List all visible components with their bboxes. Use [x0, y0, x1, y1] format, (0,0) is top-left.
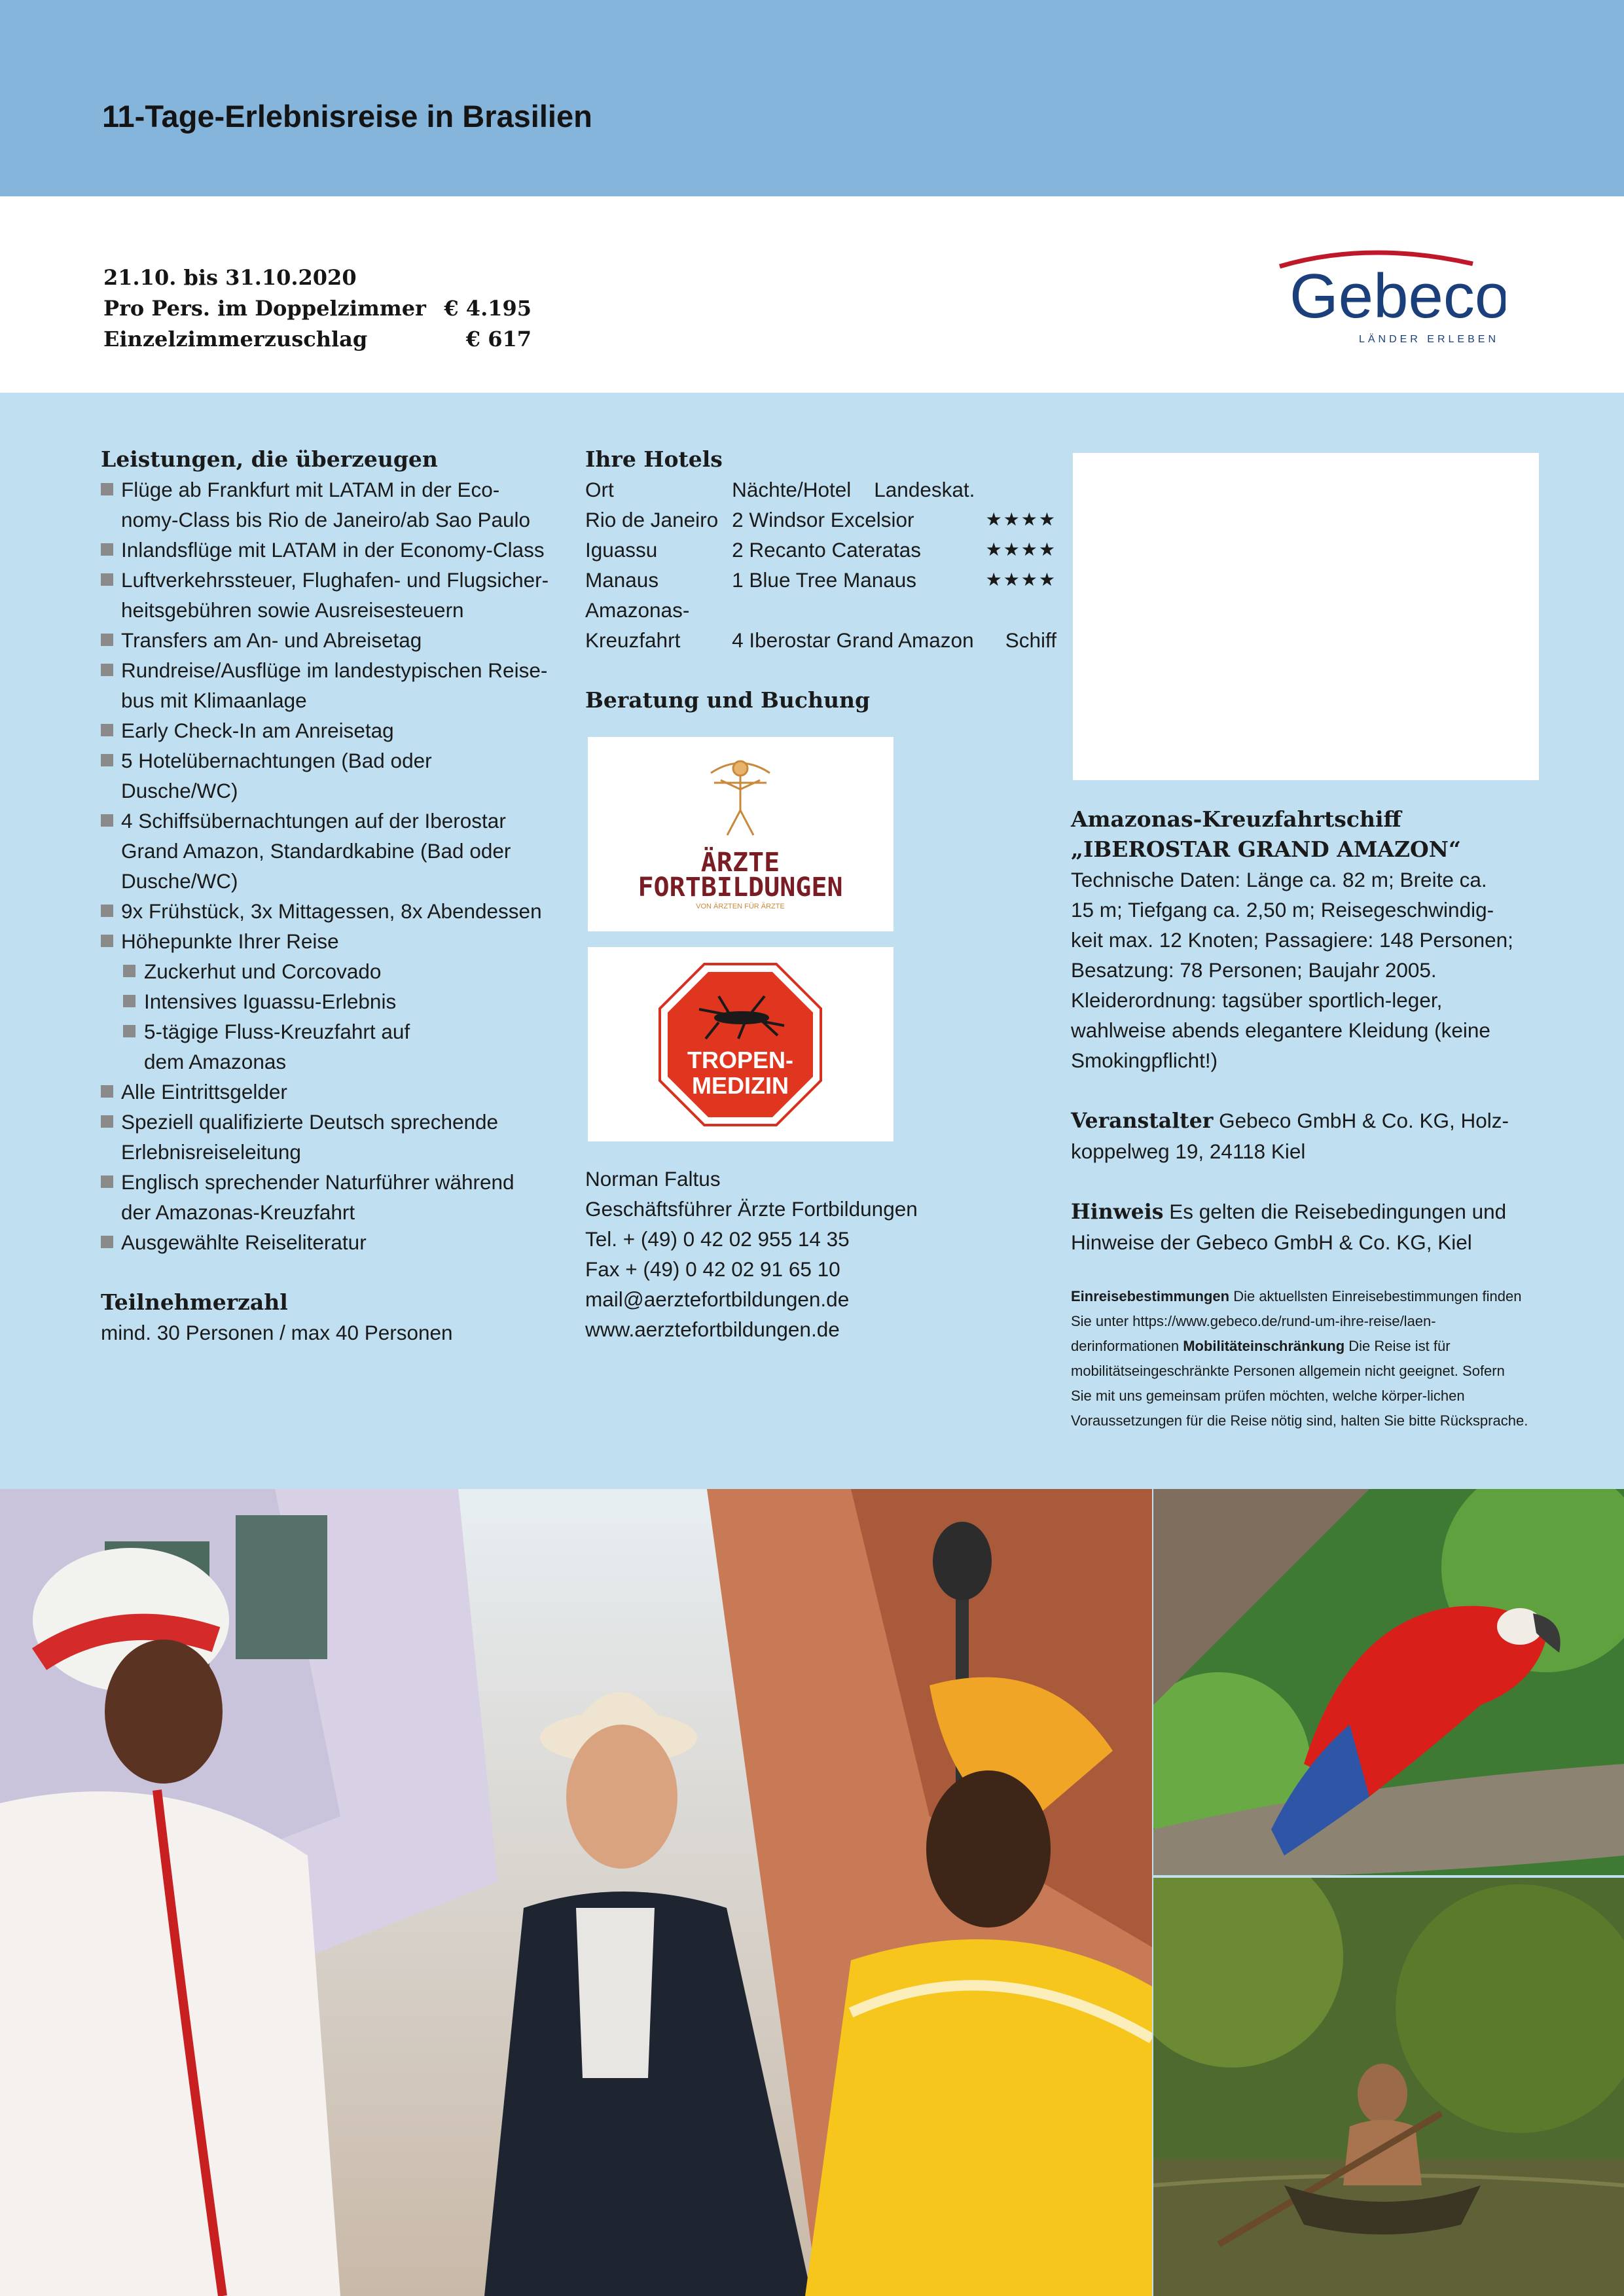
logo2-line2: MEDIZIN	[692, 1072, 789, 1099]
organizer-label: Veranstalter	[1071, 1109, 1214, 1133]
col-nights: Nächte/Hotel	[732, 478, 852, 501]
logo1-line1: ÄRZTE	[700, 848, 780, 878]
service-item: Alle Eintrittsgelder	[101, 1077, 559, 1107]
services-heading: Leistungen, die überzeugen	[101, 446, 438, 472]
single-supplement-price: € 617	[465, 327, 532, 351]
hotel-name: 2 Recanto Cateratas	[732, 538, 922, 562]
hotel-name: 2 Windsor Excelsior	[732, 508, 914, 531]
col-category: Landeskat.	[874, 478, 975, 501]
participants-text: mind. 30 Personen / max 40 Personen	[101, 1321, 453, 1344]
note-text: Es gelten die Reisebedingungen und Hinweise der Gebeco GmbH & Co. KG, Kiel	[1071, 1200, 1507, 1254]
contact-role: Geschäftsführer Ärzte Fortbildungen	[585, 1197, 918, 1221]
hotel-place: Rio de Janeiro	[585, 508, 719, 531]
booking-heading: Beratung und Buchung	[585, 687, 871, 713]
highlight-item: Zuckerhut und Corcovado	[101, 956, 559, 986]
hotel-place: Amazonas-	[585, 598, 690, 622]
double-room-price: € 4.195	[444, 296, 532, 321]
service-item: Speziell qualifizierte Deutsch sprechende Erlebnisreiseleitung	[101, 1107, 559, 1167]
parrot-photo	[1153, 1489, 1624, 1875]
hotel-row	[585, 505, 1056, 535]
service-item: Flüge ab Frankfurt mit LATAM in der Eco- nomy-Class bis Rio de Janeiro/ab Sao Paulo	[101, 475, 559, 535]
service-item: Englisch sprechender Naturführer während der Amazonas-Kreuzfahrt	[101, 1167, 559, 1227]
col-nights-category	[732, 475, 1056, 505]
hotel-category: ★★★★	[985, 509, 1056, 529]
canoe-photo	[1153, 1878, 1624, 2296]
logo1-line2: FORTBILDUNGEN	[638, 872, 843, 903]
service-item: Ausgewählte Reiseliteratur	[101, 1227, 559, 1257]
hotel-row	[585, 595, 1056, 625]
highlight-item: 5-tägige Fluss-Kreuzfahrt auf dem Amazonas	[101, 1016, 559, 1077]
street-dance-photo	[0, 1489, 1152, 2296]
logo-tagline: LÄNDER ERLEBEN	[1358, 334, 1499, 345]
services-column	[101, 444, 559, 1348]
logo-wordmark: Gebeco	[1290, 261, 1506, 331]
hotel-place: Manaus	[585, 568, 659, 592]
note	[1071, 1196, 1542, 1257]
ship-description: Technische Daten: Länge ca. 82 m; Breite ca. 15 m; Tiefgang ca. 2,50 m; Reisegeschwindig- keit max. 12 Knoten; Passagiere: 148 Personen; Besatzung: 78 Personen; Baujahr 2005. Kleiderordnung: tagsüber sportlich-leger, wahlweise abends elegantere Kleidung (keine Smokingpflicht!)	[1071, 868, 1513, 1072]
service-item: 9x Frühstück, 3x Mittagessen, 8x Abendessen	[101, 896, 559, 926]
gebeco-logo	[1276, 245, 1506, 350]
single-supplement-label: Einzelzimmerzuschlag	[103, 327, 368, 351]
contact-phone[interactable]: Tel. + (49) 0 42 02 955 14 35	[585, 1227, 850, 1251]
vitruvian-figure-icon	[711, 761, 770, 835]
hotels-column	[585, 444, 1056, 715]
participants-heading: Teilnehmerzahl	[101, 1289, 288, 1315]
hotel-place: Iguassu	[585, 538, 658, 562]
service-item: Transfers am An- und Abreisetag	[101, 625, 559, 655]
highlight-item: Intensives Iguassu-Erlebnis	[101, 986, 559, 1016]
hotel-row	[585, 565, 1056, 595]
ship-heading-2: „IBEROSTAR GRAND AMAZON“	[1071, 836, 1461, 862]
travel-dates: 21.10. bis 31.10.2020	[103, 265, 357, 290]
hotel-name	[732, 595, 985, 625]
hotel-place: Kreuzfahrt	[585, 628, 681, 652]
ship-column	[1071, 804, 1542, 1257]
service-item: 4 Schiffsübernachtungen auf der Iberostar Grand Amazon, Standardkabine (Bad oder Dusche/WC)	[101, 806, 559, 896]
mobility-label: Mobilitäteinschränkung	[1183, 1338, 1345, 1354]
hotels-table	[585, 475, 1056, 655]
ship-heading-1: Amazonas-Kreuzfahrtschiff	[1071, 806, 1401, 832]
service-item: Luftverkehrssteuer, Flughafen- und Flugsicher- heitsgebühren sowie Ausreisesteuern	[101, 565, 559, 625]
hotel-row	[585, 535, 1056, 565]
ship-image	[1073, 453, 1539, 780]
smallprint	[1071, 1284, 1529, 1433]
service-item: Early Check-In am Anreisetag	[101, 715, 559, 745]
contact-fax: Fax + (49) 0 42 02 91 65 10	[585, 1257, 840, 1281]
tropenmedizin-logo	[588, 947, 893, 1141]
services-list	[101, 475, 559, 1257]
logo2-line1: TROPEN-	[687, 1047, 793, 1073]
hotel-name: 4 Iberostar Grand Amazon	[732, 628, 974, 652]
hotels-heading: Ihre Hotels	[585, 446, 723, 472]
hotel-name: 1 Blue Tree Manaus	[732, 568, 917, 592]
organizer	[1071, 1105, 1542, 1166]
hotel-category: ★★★★	[985, 569, 1056, 590]
logo1-sub: VON ÄRZTEN FÜR ÄRZTE	[696, 903, 785, 910]
hotel-category: ★★★★	[985, 539, 1056, 560]
aerzte-fortbildungen-logo	[588, 737, 893, 931]
contact-block	[585, 1164, 1056, 1344]
organizer-text: Gebeco GmbH & Co. KG, Holz- koppelweg 19, 24118 Kiel	[1071, 1109, 1509, 1163]
page-title: 11-Tage-Erlebnisreise in Brasilien	[102, 99, 592, 134]
entry-label: Einreisebestimmungen	[1071, 1288, 1230, 1304]
service-item: Inlandsflüge mit LATAM in der Economy-Class	[101, 535, 559, 565]
service-item: Höhepunkte Ihrer Reise	[101, 926, 559, 956]
service-item: 5 Hotelübernachtungen (Bad oder Dusche/WC)	[101, 745, 559, 806]
hotels-header-row	[585, 475, 1056, 505]
col-place: Ort	[585, 478, 614, 501]
hotel-category: Schiff	[1005, 628, 1056, 652]
note-label: Hinweis	[1071, 1200, 1164, 1224]
hotel-row	[585, 625, 1056, 655]
contact-email[interactable]: mail@aerztefortbildungen.de	[585, 1287, 850, 1311]
double-room-label: Pro Pers. im Doppelzimmer	[103, 296, 426, 321]
entry-text: Die aktuellsten Einreisebestimmungen finden Sie unter https://www.gebeco.de/rund-um-ihre-reise/laen-derinformationen	[1071, 1288, 1522, 1354]
contact-website[interactable]: www.aerztefortbildungen.de	[585, 1318, 840, 1341]
contact-name: Norman Faltus	[585, 1167, 721, 1191]
service-item: Rundreise/Ausflüge im landestypischen Reise- bus mit Klimaanlage	[101, 655, 559, 715]
hotel-category	[986, 595, 1056, 625]
mobility-text: Die Reise ist für mobilitätseingeschränkte Personen allgemein nicht geeignet. Sofern Sie mit uns gemeinsam prüfen möchten, welche körper-lichen Voraussetzungen für die Reise nötig sind, halten Sie bitte Rücksprache.	[1071, 1338, 1528, 1429]
